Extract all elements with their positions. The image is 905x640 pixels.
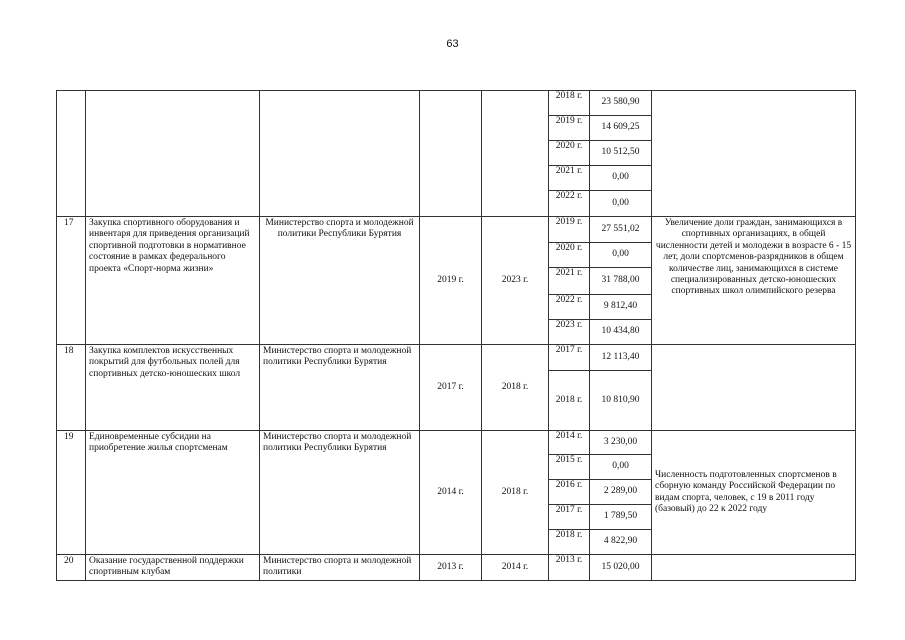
amount-cell: 2 289,00 xyxy=(590,480,652,505)
year-cell: 2022 г. xyxy=(549,191,590,217)
year-cell: 2019 г. xyxy=(549,217,590,243)
amount-cell: 23 580,90 xyxy=(590,91,652,116)
table-row xyxy=(57,345,856,371)
end-year-cell: 2018 г. xyxy=(482,431,549,555)
amount-cell: 14 609,25 xyxy=(590,116,652,141)
measure-name-cell: Оказание государственной поддержки спортивным клубам xyxy=(86,555,260,581)
result-cell xyxy=(652,555,856,581)
measure-name-cell: Закупка спортивного оборудования и инвентаря для приведения организаций спортивной подготовки в нормативное состояние в рамках федерального проекта «Спорт-норма жизни» xyxy=(86,217,260,345)
year-cell: 2021 г. xyxy=(549,166,590,191)
start-year-cell: 2014 г. xyxy=(420,431,482,555)
table-row xyxy=(57,91,856,116)
year-cell: 2016 г. xyxy=(549,480,590,505)
amount-cell: 31 788,00 xyxy=(590,268,652,295)
measure-name-cell xyxy=(86,91,260,217)
amount-cell: 4 822,90 xyxy=(590,530,652,555)
year-cell: 2015 г. xyxy=(549,455,590,480)
result-cell: Численность подготовленных спортсменов в сборную команду Российской Федерации по видам спорта, человек, с 19 в 2011 году (базовый) до 22 к 2022 году xyxy=(652,431,856,555)
year-cell: 2020 г. xyxy=(549,141,590,166)
start-year-cell: 2019 г. xyxy=(420,217,482,345)
year-cell: 2013 г. xyxy=(549,555,590,581)
amount-cell: 27 551,02 xyxy=(590,217,652,243)
number-cell: 18 xyxy=(57,345,86,431)
table-row xyxy=(57,431,856,455)
year-cell: 2021 г. xyxy=(549,268,590,295)
result-cell: Увеличение доли граждан, занимающихся в спортивных организациях, в общей численности детей и молодежи в возрасте 6 - 15 лет, доли спортсменов-разрядников в общем количестве лиц, занимающихся в системе специализированных детско-юношеских спортивных школ олимпийского резерва xyxy=(652,217,856,345)
executor-cell: Министерство спорта и молодежной политики Республики Бурятия xyxy=(260,217,420,345)
amount-cell: 12 113,40 xyxy=(590,345,652,371)
measure-name-cell: Закупка комплектов искусственных покрытий для футбольных полей для спортивных детско-юношеских школ xyxy=(86,345,260,431)
year-cell: 2017 г. xyxy=(549,505,590,530)
amount-cell: 10 810,90 xyxy=(590,371,652,431)
start-year-cell: 2013 г. xyxy=(420,555,482,581)
program-measures-table xyxy=(56,90,856,581)
end-year-cell xyxy=(482,91,549,217)
end-year-cell: 2014 г. xyxy=(482,555,549,581)
amount-cell: 9 812,40 xyxy=(590,295,652,320)
amount-cell: 10 434,80 xyxy=(590,320,652,345)
start-year-cell xyxy=(420,91,482,217)
table-row xyxy=(57,217,856,243)
result-cell xyxy=(652,345,856,431)
number-cell: 17 xyxy=(57,217,86,345)
year-cell: 2018 г. xyxy=(549,91,590,116)
end-year-cell: 2023 г. xyxy=(482,217,549,345)
year-cell: 2019 г. xyxy=(549,116,590,141)
year-cell: 2020 г. xyxy=(549,243,590,268)
amount-cell: 1 789,50 xyxy=(590,505,652,530)
amount-cell: 0,00 xyxy=(590,166,652,191)
table-row xyxy=(57,555,856,581)
year-cell: 2017 г. xyxy=(549,345,590,371)
number-cell: 20 xyxy=(57,555,86,581)
measure-name-cell: Единовременные субсидии на приобретение жилья спортсменам xyxy=(86,431,260,555)
year-cell: 2018 г. xyxy=(549,530,590,555)
page-number: 63 xyxy=(446,38,459,50)
executor-cell xyxy=(260,91,420,217)
year-cell: 2023 г. xyxy=(549,320,590,345)
amount-cell: 3 230,00 xyxy=(590,431,652,455)
end-year-cell: 2018 г. xyxy=(482,345,549,431)
year-cell: 2018 г. xyxy=(549,371,590,431)
executor-cell: Министерство спорта и молодежной политики Республики Бурятия xyxy=(260,431,420,555)
amount-cell: 0,00 xyxy=(590,191,652,217)
amount-cell: 10 512,50 xyxy=(590,141,652,166)
number-cell: 19 xyxy=(57,431,86,555)
year-cell: 2014 г. xyxy=(549,431,590,455)
amount-cell: 0,00 xyxy=(590,455,652,480)
result-cell xyxy=(652,91,856,217)
start-year-cell: 2017 г. xyxy=(420,345,482,431)
number-cell xyxy=(57,91,86,217)
executor-cell: Министерство спорта и молодежной политики Республики Бурятия xyxy=(260,345,420,431)
year-cell: 2022 г. xyxy=(549,295,590,320)
amount-cell: 15 020,00 xyxy=(590,555,652,581)
amount-cell: 0,00 xyxy=(590,243,652,268)
executor-cell: Министерство спорта и молодежной политики xyxy=(260,555,420,581)
